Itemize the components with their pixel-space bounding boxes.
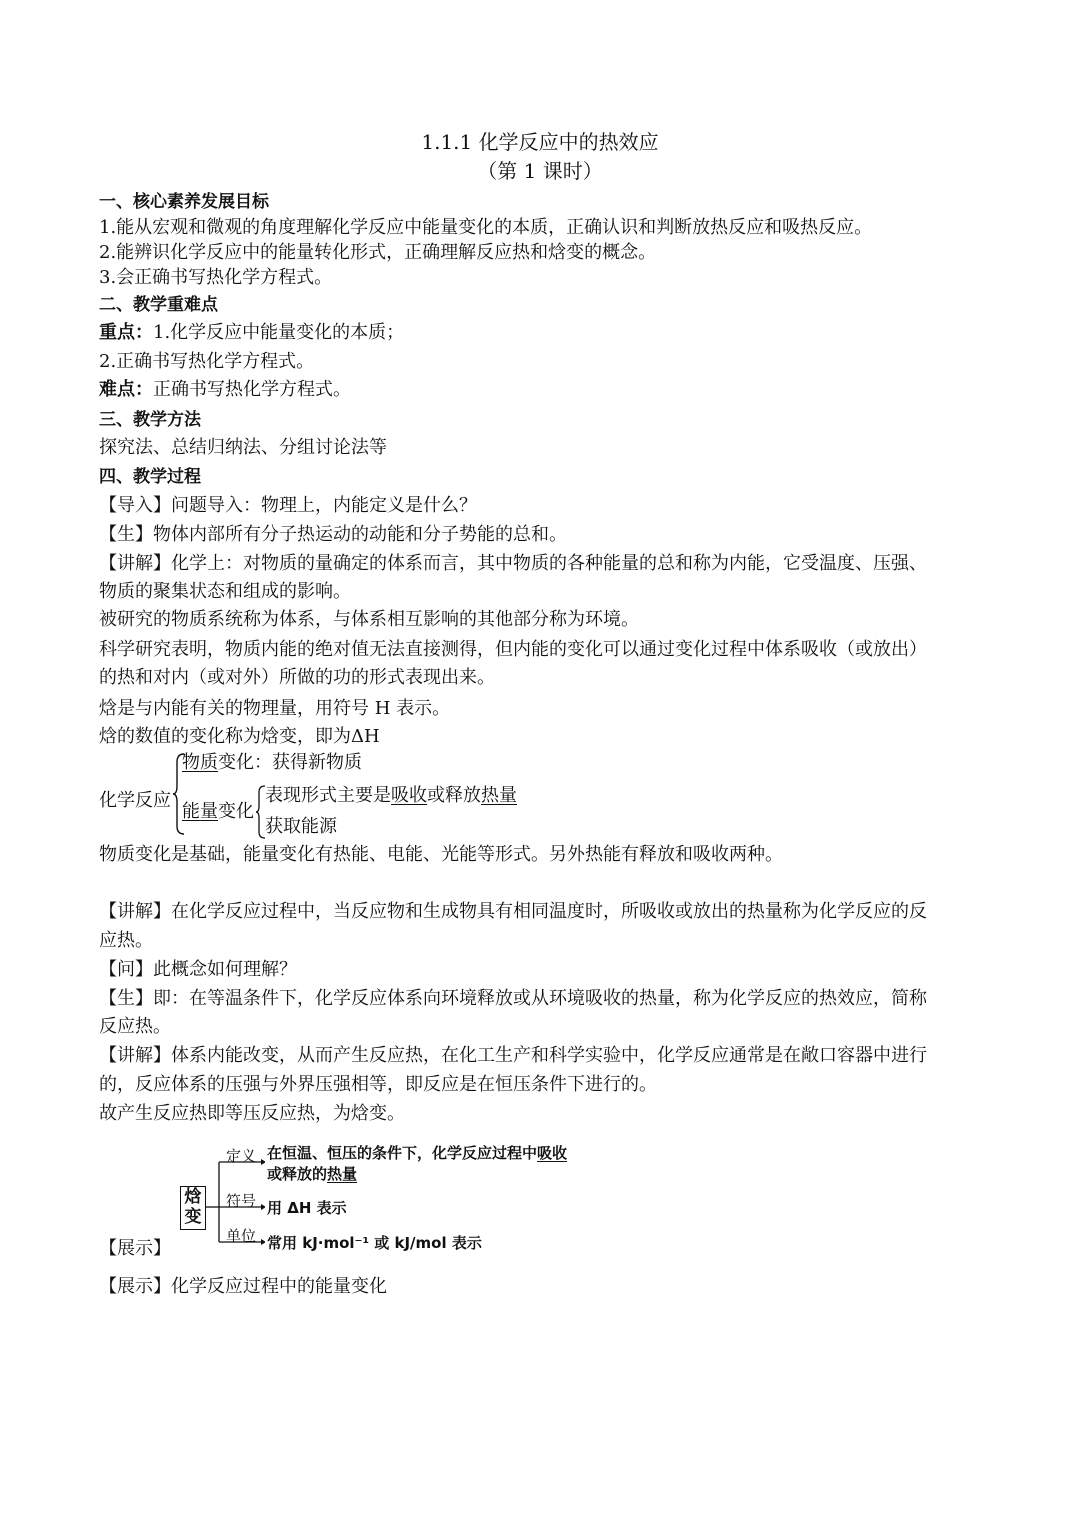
section-heading-process: 四、教学过程 <box>99 467 201 487</box>
underlined-keyword: 热量 <box>327 1165 358 1183</box>
process-line: 焓的数值的变化称为焓变，即为ΔH <box>99 726 380 747</box>
tree-branch-matter-keyword: 物质 <box>182 752 218 773</box>
page-subtitle: （第 1 课时） <box>477 159 603 183</box>
section-heading-goals: 一、核心素养发展目标 <box>99 192 269 212</box>
tree-leaf-expression: 表现形式主要是吸收或释放热量 <box>265 785 517 806</box>
tree-branch-energy <box>182 800 254 824</box>
process-line: 被研究的物质系统称为体系，与体系相互影响的其他部分称为环境。 <box>99 609 639 630</box>
tree-leaf-energy-source: 获取能源 <box>265 816 337 837</box>
tree-branch-energy-text: 变化 <box>218 801 254 822</box>
diagram-symbol-text: 用 ΔH 表示 <box>267 1199 347 1217</box>
goal-1: 1.能从宏观和微观的角度理解化学反应中能量变化的本质，正确认识和判断放热反应和吸热反应。 <box>99 217 873 238</box>
key-point-line-2: 2.正确书写热化学方程式。 <box>99 351 315 372</box>
diagram-label-unit: 单位 <box>226 1227 257 1245</box>
process-line: 【讲解】在化学反应过程中，当反应物和生成物具有相同温度时，所吸收或放出的热量称为化学反应的反 <box>99 901 927 922</box>
tree-branch-matter-text: 变化：获得新物质 <box>218 752 362 773</box>
difficulty-label: 难点： <box>99 379 153 400</box>
process-line: 【讲解】体系内能改变，从而产生反应热，在化工生产和科学实验中，化学反应通常是在敞口容器中进行 <box>99 1045 927 1066</box>
process-line: 【生】即：在等温条件下，化学反应体系向环境释放或从环境吸收的热量，称为化学反应的热效应，简称 <box>99 988 927 1009</box>
process-line: 【生】物体内部所有分子热运动的动能和分子势能的总和。 <box>99 524 567 545</box>
process-line: 物质的聚集状态和组成的影响。 <box>99 581 351 602</box>
diagram-unit-text: 常用 kJ·mol⁻¹ 或 kJ/mol 表示 <box>267 1234 482 1252</box>
page-title: 1.1.1 化学反应中的热效应 <box>421 130 659 154</box>
goal-3: 3.会正确书写热化学方程式。 <box>99 267 333 288</box>
underlined-keyword: 吸收 <box>537 1144 568 1162</box>
process-line: 【导入】问题导入：物理上，内能定义是什么？ <box>99 495 477 516</box>
diagram-definition-text-cont: 或释放的热量 <box>267 1165 358 1183</box>
process-line: 反应热。 <box>99 1016 171 1037</box>
methods-text: 探究法、总结归纳法、分组讨论法等 <box>99 437 387 458</box>
key-point-label: 重点： <box>99 322 153 343</box>
process-line: 应热。 <box>99 930 153 951</box>
diagram-label-definition: 定义 <box>226 1147 257 1165</box>
summary-paragraph: 物质变化是基础，能量变化有热能、电能、光能等形式。另外热能有释放和吸收两种。 <box>99 844 783 865</box>
process-line: 焓是与内能有关的物理量，用符号 H 表示。 <box>99 698 451 719</box>
process-line: 的，反应体系的压强与外界压强相等，即反应是在恒压条件下进行的。 <box>99 1074 657 1095</box>
process-line: 科学研究表明，物质内能的绝对值无法直接测得，但内能的变化可以通过变化过程中体系吸收（或放出） <box>99 639 927 660</box>
tree-root-label: 化学反应 <box>99 790 171 811</box>
process-line: 【讲解】化学上：对物质的量确定的体系而言，其中物质的各种能量的总和称为内能，它受温度、压强、 <box>99 553 927 574</box>
section-heading-key-points: 二、教学重难点 <box>99 295 218 315</box>
difficulty-text: 正确书写热化学方程式。 <box>153 379 351 400</box>
process-line: 的热和对内（或对外）所做的功的形式表现出来。 <box>99 667 495 688</box>
section-heading-methods: 三、教学方法 <box>99 410 201 430</box>
diagram-label-symbol: 符号 <box>226 1192 257 1210</box>
tree-branch-matter <box>182 751 362 775</box>
key-point-text: 1.化学反应中能量变化的本质； <box>153 322 405 343</box>
enthalpy-box: 焓 变 <box>180 1186 206 1230</box>
difficulty-line <box>99 378 351 402</box>
tree-branch-energy-keyword: 能量 <box>182 801 218 822</box>
underlined-keyword: 吸收 <box>391 785 427 806</box>
show-energy-change: 【展示】化学反应过程中的能量变化 <box>99 1276 387 1297</box>
process-line: 故产生反应热即等压反应热，为焓变。 <box>99 1103 405 1124</box>
goal-2: 2.能辨识化学反应中的能量转化形式，正确理解反应热和焓变的概念。 <box>99 242 657 263</box>
diagram-definition-text: 在恒温、恒压的条件下，化学反应过程中吸收 <box>267 1144 568 1162</box>
show-label: 【展示】 <box>99 1238 171 1259</box>
key-point-line-1 <box>99 321 404 345</box>
process-line: 【问】此概念如何理解？ <box>99 959 297 980</box>
underlined-keyword: 热量 <box>481 785 517 806</box>
